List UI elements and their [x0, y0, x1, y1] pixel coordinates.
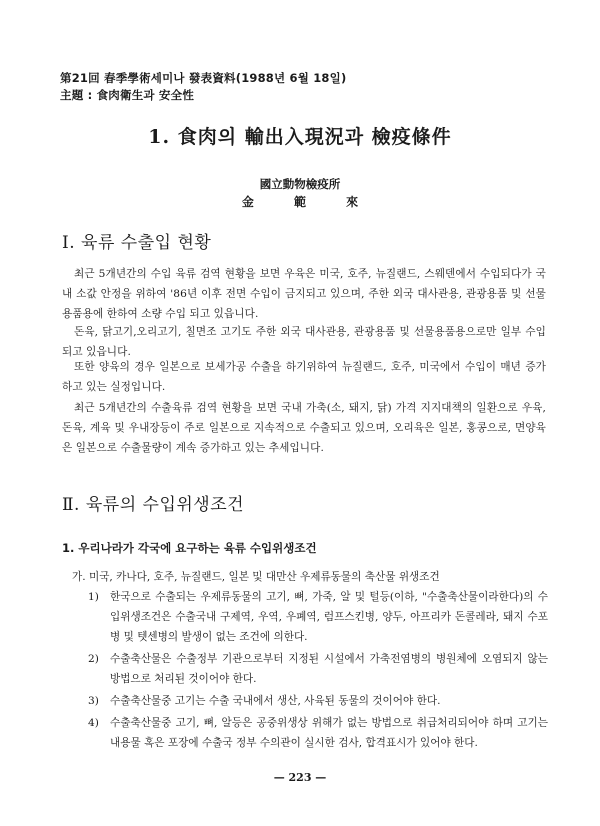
- affiliation: 國立動物檢疫所: [259, 177, 341, 191]
- conditions-list: [88, 587, 548, 755]
- list-item-number: 2): [88, 653, 99, 665]
- list-heading-ga: 가. 미국, 카나다, 호주, 뉴질랜드, 일본 및 대만산 우제류동물의 축산물 위생조건: [72, 571, 440, 583]
- section-1-paragraph: 또한 양육의 경우 일본으로 보세가공 수출을 하기위하여 뉴질랜드, 호주, 미국에서 수입이 매년 증가하고 있는 실정입니다.: [62, 361, 546, 393]
- section-2-heading: Ⅱ. 육류의 수입위생조건: [62, 495, 245, 515]
- list-item-text: 한국으로 수출되는 우제류동물의 고기, 뼈, 가죽, 알 및 털등(이하, "수출축산물이라한다)의 수입위생조건은 수출국내 구제역, 우역, 우폐역, 럼프스킨병, 양두, 아프리카 돈콜레라, 돼지 수포병 및 텟센병의 발생이 없는 조건에 의한다.: [110, 591, 548, 643]
- page-title: 1. 食肉의 輸出入現況과 檢疫條件: [148, 126, 452, 148]
- list-item-number: 4): [88, 717, 99, 729]
- list-item: [88, 587, 548, 647]
- section-1-heading: Ⅰ. 육류 수출입 현황: [62, 233, 212, 253]
- section-2-subheading: 1. 우리나라가 각국에 요구하는 육류 수입위생조건: [62, 541, 317, 555]
- list-item-number: 3): [88, 695, 99, 707]
- list-item-text: 수출축산물중 고기, 뼈, 알등은 공중위생상 위해가 없는 방법으로 취급처리되어야 하며 고기는 내용물 혹은 포장에 수출국 정부 수의관이 실시한 검사, 합격표시가 있어야 한다.: [110, 717, 548, 749]
- seminar-header: 第21回 春季學術세미나 發表資料(1988년 6월 18일): [60, 71, 347, 85]
- author-name: 金 範 來: [241, 195, 377, 209]
- list-item-text: 수출축산물중 고기는 수출 국내에서 생산, 사육된 동물의 것이어야 한다.: [110, 695, 441, 707]
- list-item-text: 수출축산물은 수출정부 기관으로부터 지정된 시설에서 가축전염병의 병원체에 오염되지 않는 방법으로 처리된 것이어야 한다.: [110, 653, 548, 685]
- topic-header: 主題 : 食肉衛生과 安全性: [60, 88, 195, 102]
- list-item: [88, 713, 548, 753]
- list-item-number: 1): [88, 591, 99, 603]
- page-number: — 223 —: [273, 771, 327, 784]
- section-1-paragraph: 돈육, 닭고기,오리고기, 칠면조 고기도 주한 외국 대사관용, 관광용품 및 선물용품용으로만 일부 수입되고 있읍니다.: [62, 326, 546, 358]
- section-1-paragraph: 최근 5개년간의 수입 육류 검역 현황을 보면 우육은 미국, 호주, 뉴질랜드, 스웨덴에서 수입되다가 국내 소값 안정을 위하여 '86년 이후 전면 수입이 금지되고 있으며, 주한 외국 대사관용, 관광용품 및 선물용품용에 한하여 소량 수입 되고 있읍니다.: [62, 268, 546, 320]
- list-item: [88, 691, 548, 711]
- list-item: [88, 649, 548, 689]
- section-1-paragraph: 최근 5개년간의 수출육류 검역 현황을 보면 국내 가축(소, 돼지, 닭) 가격 지지대책의 일환으로 우육,돈육, 계육 및 우내장등이 주로 일본으로 지속적으로 수출되고 있으며, 오리육은 일본, 홍콩으로, 면양육은 일본으로 수출물량이 계속 증가하고 있는 추세입니다.: [62, 402, 546, 454]
